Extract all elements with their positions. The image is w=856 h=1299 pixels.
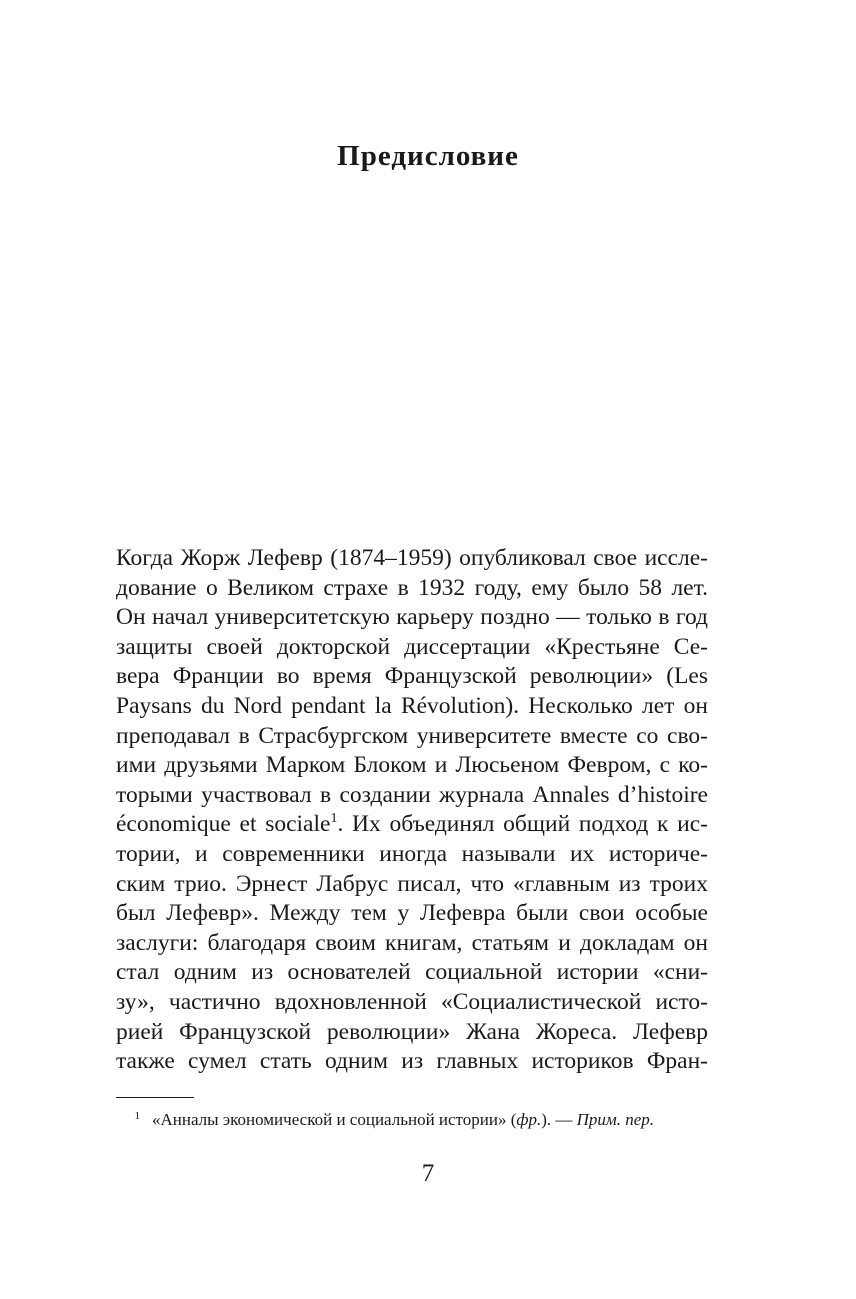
text-line: преподавал в Страсбургском университете вместе со сво-	[116, 722, 708, 749]
body-paragraph	[116, 544, 708, 1077]
footnote-text: ). —	[541, 1110, 577, 1129]
footnote: 1 «Анналы экономической и социальной истории» (фр.). — Прим. пер.	[134, 1110, 655, 1129]
footnote-translator-note: Прим. пер.	[576, 1110, 655, 1129]
text-line: Когда Жорж Лефевр (1874–1959) опубликовал свое иссле-	[116, 545, 708, 571]
page-title: Предисловие	[337, 140, 519, 172]
text-line: защиты своей докторской диссертации «Крестьяне Се-	[116, 633, 708, 660]
text-line-with-footnote-ref	[116, 810, 708, 840]
text-line: вера Франции во время Французской революции» (Les	[116, 663, 708, 690]
page-number: 7	[421, 1160, 435, 1187]
text-line: дование о Великом страхе в 1932 году, ему было 58 лет.	[116, 574, 708, 601]
text-line: стал одним из основателей социальной истории «сни-	[116, 959, 708, 986]
text-line: Он начал университетскую карьеру поздно — только в год	[116, 604, 708, 631]
text-fragment: économique et sociale	[116, 811, 331, 838]
text-line: рией Французской революции» Жана Жореса. Лефевр	[116, 1018, 708, 1045]
text-line: ими друзьями Марком Блоком и Люсьеном Февром, с ко-	[116, 752, 708, 779]
text-line: зу», частично вдохновленной «Социалистической исто-	[116, 988, 708, 1015]
text-line: также сумел стать одним из главных историков Фран-	[116, 1048, 708, 1075]
text-line: был Лефевр». Между тем у Лефевра были свои особые	[116, 900, 708, 927]
footnote-language: фр.	[516, 1110, 542, 1129]
text-line: ским трио. Эрнест Лабрус писал, что «главным из троих	[116, 870, 708, 897]
text-fragment: . Их объединял общий подход к ис-	[337, 811, 708, 838]
text-line: заслуги: благодаря своим книгам, статьям и докладам он	[116, 929, 708, 956]
text-line: Paysans du Nord pendant la Révolution). Несколько лет он	[116, 692, 708, 719]
footnote-text: «Анналы экономической и социальной истории» (	[152, 1110, 517, 1129]
text-line: тории, и современники иногда называли их историче-	[116, 840, 708, 867]
footnote-divider	[116, 1097, 194, 1098]
footnote-reference[interactable]: 1	[330, 811, 338, 827]
text-line: торыми участвовал в создании журнала Annales d’histoire	[116, 781, 708, 808]
